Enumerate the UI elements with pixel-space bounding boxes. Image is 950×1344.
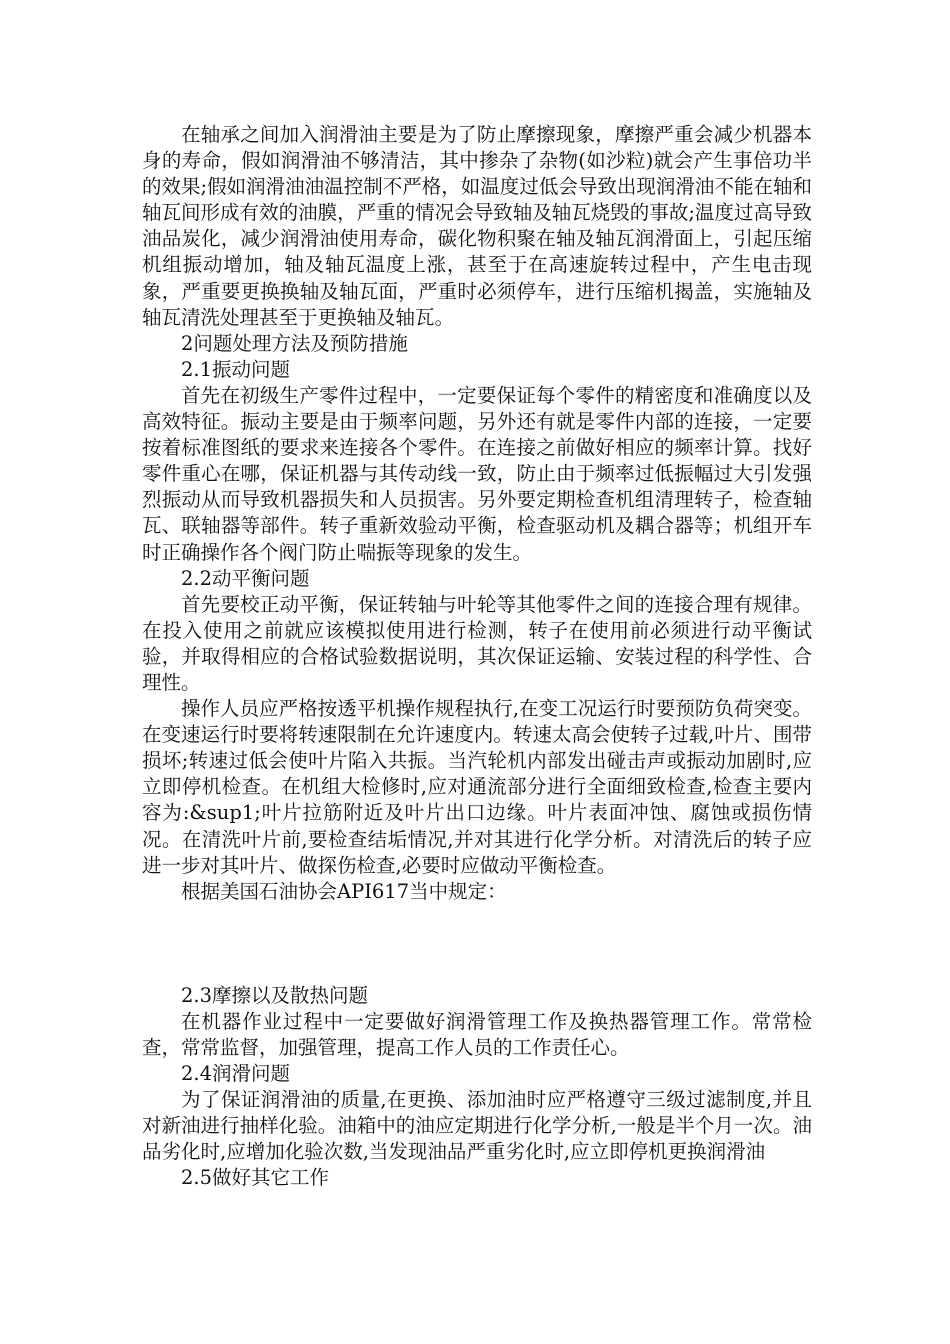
subsection-heading-lubrication: 2.4润滑问题 [181, 1062, 291, 1086]
paragraph-lubrication: 为了保证润滑油的质量,在更换、添加油时应严格遵守三级过滤制度,并且对新油进行抽样化验。油箱中的油应定期进行化学分析,一般是半个月一次。油品劣化时,应增加化验次数,当发现油品严重劣化时,应立即停机更换润滑油 [142, 1088, 812, 1164]
paragraph-friction-heat: 在机器作业过程中一定要做好润滑管理工作及换热器管理工作。常常检查，常常监督，加强管理，提高工作人员的工作责任心。 [142, 1009, 812, 1059]
subsection-heading-other-work: 2.5做好其它工作 [181, 1166, 330, 1190]
document-body [142, 122, 812, 1192]
subsection-heading-friction-heat: 2.3摩擦以及散热问题 [181, 983, 369, 1007]
paragraph-operator-rules: 操作人员应严格按透平机操作规程执行,在变工况运行时要预防负荷突变。在变速运行时要将转速限制在允许速度内。转速太高会使转子过载,叶片、围带损坏;转速过低会使叶片陷入共振。当汽轮机内部发出碰击声或振动加剧时,应立即停机检查。在机组大检修时,应对通流部分进行全面细致检查,检查主要内容为:&sup1;叶片拉筋附近及叶片出口边缘。叶片表面冲蚀、腐蚀或损伤情况。在清洗叶片前,要检查结垢情况,并对其进行化学分析。对清洗后的转子应进一步对其叶片、做探伤检查,必要时应做动平衡检查。 [142, 697, 812, 877]
paragraph-dynamic-balance: 首先要校正动平衡，保证转轴与叶轮等其他零件之间的连接合理有规律。在投入使用之前就应该模拟使用进行检测，转子在使用前必须进行动平衡试验，并取得相应的合格试验数据说明，其次保证运输、安装过程的科学性、合理性。 [142, 592, 812, 694]
paragraph-vibration: 首先在初级生产零件过程中，一定要保证每个零件的精密度和准确度以及高效特征。振动主要是由于频率问题，另外还有就是零件内部的连接，一定要按着标准图纸的要求来连接各个零件。在连接之前做好相应的频率计算。找好零件重心在哪，保证机器与其传动线一致，防止由于频率过低振幅过大引发强烈振动从而导致机器损失和人员损害。另外要定期检查机组清理转子，检查轴瓦、联轴器等部件。转子重新效验动平衡，检查驱动机及耦合器等；机组开车时正确操作各个阀门防止喘振等现象的发生。 [142, 383, 812, 564]
blank-space [142, 905, 812, 983]
subsection-heading-vibration: 2.1振动问题 [181, 357, 291, 381]
section-heading-solutions: 2问题处理方法及预防措施 [181, 331, 408, 355]
subsection-heading-dynamic-balance: 2.2动平衡问题 [181, 566, 310, 590]
paragraph-bearing-lubrication: 在轴承之间加入润滑油主要是为了防止摩擦现象，摩擦严重会减少机器本身的寿命，假如润滑油不够清洁，其中掺杂了杂物(如沙粒)就会产生事倍功半的效果;假如润滑油油温控制不严格，如温度过低会导致出现润滑油不能在轴和轴瓦间形成有效的油膜，严重的情况会导致轴及轴瓦烧毁的事故;温度过高导致油品炭化，减少润滑油使用寿命，碳化物积聚在轴及轴瓦润滑面上，引起压缩机组振动增加，轴及轴瓦温度上涨，甚至于在高速旋转过程中，产生电击现象，严重要更换换轴及轴瓦面，严重时必须停车，进行压缩机揭盖，实施轴及轴瓦清洗处理甚至于更换轴及轴瓦。 [142, 123, 812, 329]
paragraph-api617: 根据美国石油协会API617当中规定： [181, 879, 507, 903]
